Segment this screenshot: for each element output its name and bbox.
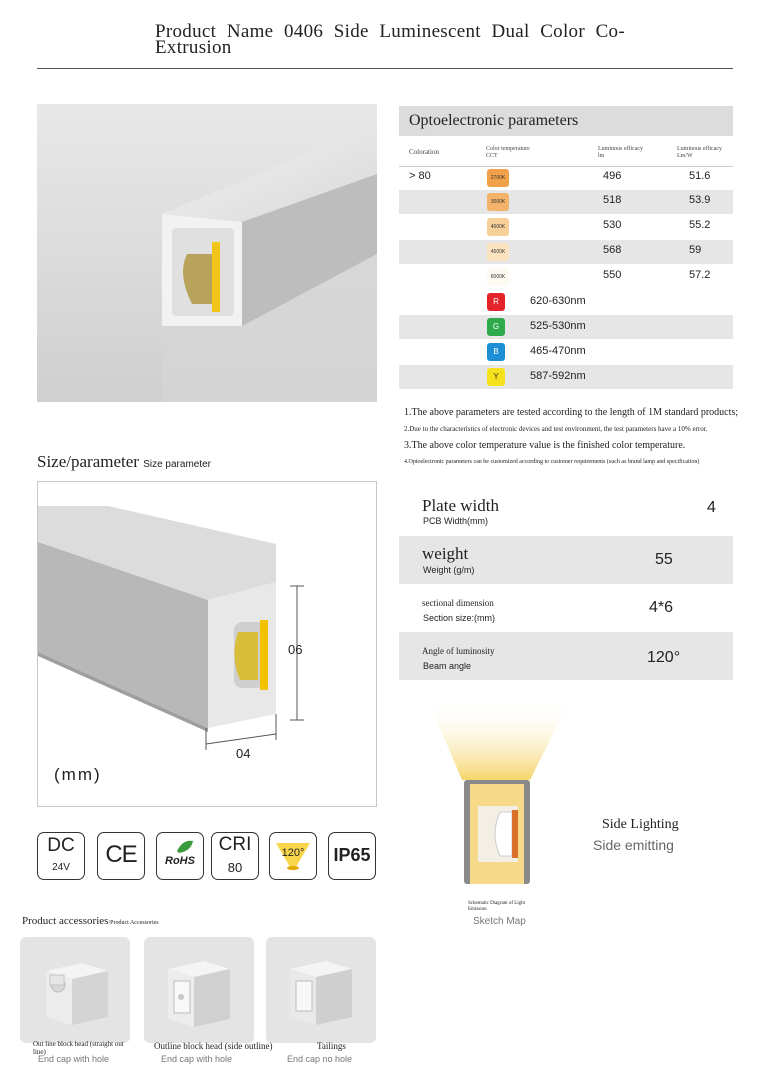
beam-angle-badge: 120° — [269, 832, 317, 880]
height-dimension: 06 — [288, 642, 303, 657]
cct-swatch: 3000K — [487, 193, 509, 211]
note: 3.The above color temperature value is the finished color temperature. — [404, 440, 686, 451]
lighting-title: Side Lighting — [602, 817, 679, 832]
accessory-name: Out line block head (straight out line) — [33, 1040, 124, 1056]
table-row — [399, 166, 733, 190]
lighting-subtitle: Side emitting — [593, 837, 674, 853]
table-row — [399, 265, 733, 289]
table-row — [399, 240, 733, 264]
rgb-swatch: R — [487, 293, 505, 311]
note: 4.Optoelectronic parameters can be customized according to customer requirements (such as brand lamp and specification) — [404, 459, 700, 465]
cct-swatch: 4500K — [487, 243, 509, 261]
lm-value: 550 — [603, 269, 622, 281]
rgb-swatch: Y — [487, 368, 505, 386]
cri-badge: CRI 80 — [211, 832, 259, 880]
product-photo — [37, 104, 377, 402]
wavelength-range: 620-630nm — [530, 295, 586, 307]
dimension-diagram — [37, 481, 377, 807]
accessory-sub: End cap with hole — [161, 1054, 233, 1064]
lm-value: 568 — [603, 244, 622, 256]
table-row — [399, 190, 733, 214]
param-weight: weight Weight (g/m) 55 — [399, 536, 733, 584]
wavelength-range: 587-592nm — [530, 370, 586, 382]
ip65-badge: IP65 — [328, 832, 376, 880]
lm-value: 530 — [603, 219, 622, 231]
lmw-value: 57.2 — [689, 269, 711, 281]
wavelength-range: 525-530nm — [530, 320, 586, 332]
schematic-caption-sub: Sketch Map — [473, 916, 526, 927]
col-color-temp: Color temperature CCT — [486, 146, 530, 159]
accessory-name: Outline block head (side outline) — [154, 1041, 273, 1051]
lm-value: 496 — [603, 170, 622, 182]
table-row — [399, 290, 733, 314]
accessory-sub: End cap no hole — [287, 1054, 353, 1064]
accessories-heading: Product accessories/Product Accessories — [22, 915, 159, 927]
lm-value: 518 — [603, 194, 622, 206]
lmw-value: 55.2 — [689, 219, 711, 231]
lmw-value: 51.6 — [689, 170, 711, 182]
wavelength-range: 465-470nm — [530, 345, 586, 357]
accessory-image — [20, 937, 130, 1043]
ce-badge: CE — [97, 832, 145, 880]
page-title: Product Name 0406 Side Luminescent Dual Color Co-Extrusion — [155, 21, 625, 58]
rgb-swatch: B — [487, 343, 505, 361]
cct-swatch: 6000K — [487, 268, 509, 286]
title-divider — [37, 68, 733, 69]
accessory-sub: End cap with hole — [38, 1054, 110, 1064]
opto-heading: Optoelectronic parameters — [399, 106, 733, 136]
schematic-caption: Schematic Diagram of Light Emission — [468, 901, 526, 912]
table-row — [399, 340, 733, 364]
param-plate-width: Plate width PCB Width(mm) 4 — [422, 496, 716, 526]
unit-label: (mm) — [54, 765, 102, 784]
light-emission-schematic — [420, 700, 580, 890]
note: 1.The above parameters are tested according to the length of 1M standard products; — [404, 407, 739, 418]
dc-badge: DC 24V — [37, 832, 85, 880]
param-beam-angle: Angle of luminosity Beam angle 120° — [399, 632, 733, 680]
table-row — [399, 365, 733, 389]
cct-swatch: 2700K — [487, 169, 509, 187]
lmw-value: 59 — [689, 244, 702, 256]
accessory-image — [144, 937, 254, 1043]
table-row — [399, 215, 733, 239]
accessory-name: Tailings — [317, 1041, 346, 1051]
accessory-image — [266, 937, 376, 1043]
param-section: sectional dimension Section size:(mm) 4*6 — [422, 598, 674, 623]
rohs-badge: RoHS — [156, 832, 204, 880]
cct-swatch: 4000K — [487, 218, 509, 236]
table-row — [399, 315, 733, 339]
cri-value: > 80 — [409, 170, 431, 182]
col-coloration: Coloration — [409, 148, 439, 156]
size-heading: Size/parameter Size parameter — [37, 452, 212, 471]
col-efficacy-lmw: Luminous efficacy Lm/W — [677, 146, 723, 159]
lmw-value: 53.9 — [689, 194, 711, 206]
col-efficacy-lm: Luminous efficacy lm — [598, 146, 644, 159]
note: 2.Due to the characteristics of electronic devices and test environment, the test parameters have a 10% error. — [404, 425, 708, 433]
rgb-swatch: G — [487, 318, 505, 336]
width-dimension: 04 — [236, 746, 251, 761]
